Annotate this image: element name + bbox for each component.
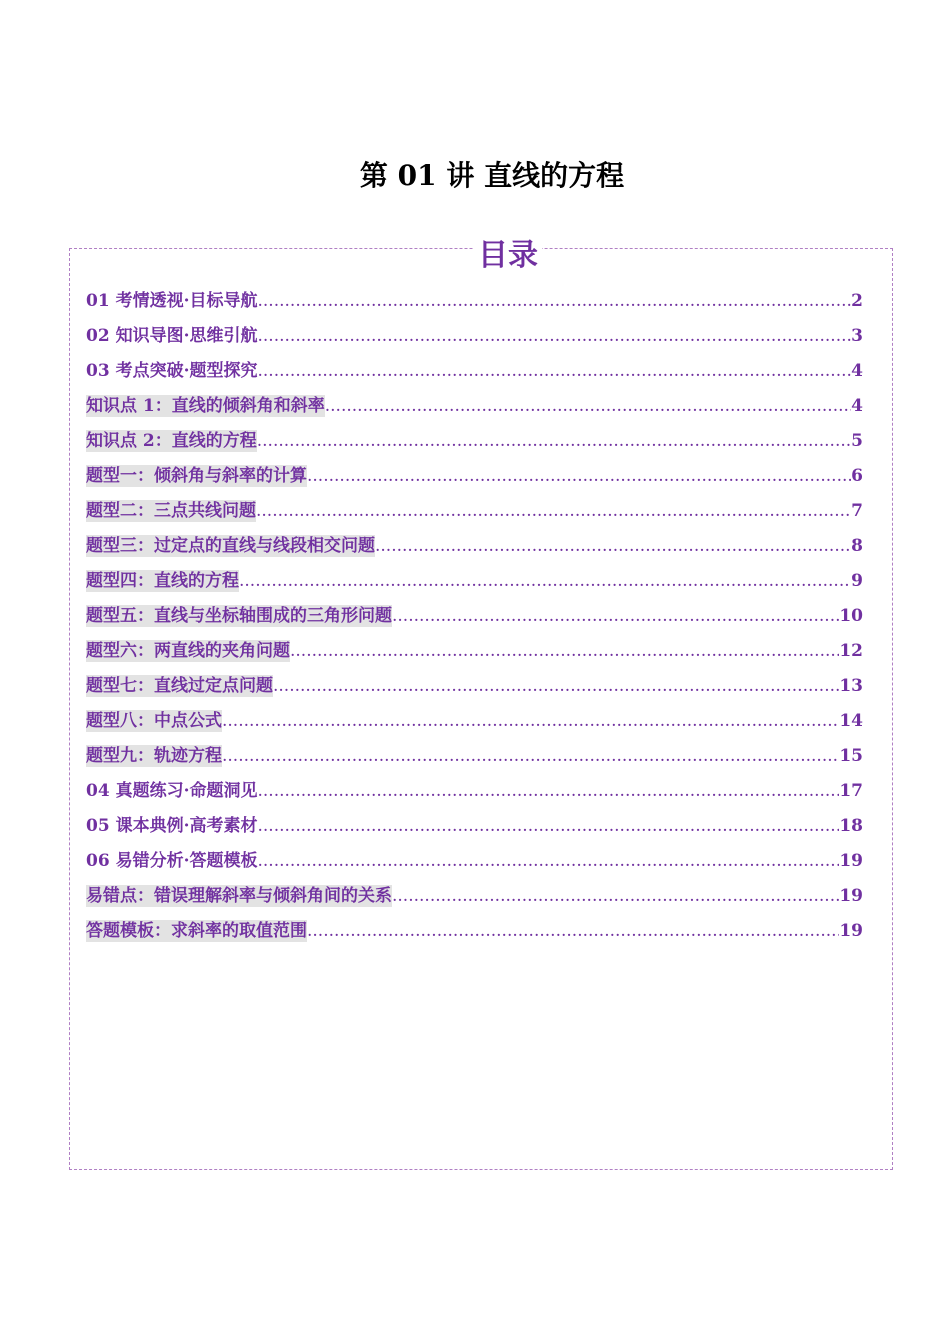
toc-entry-page-number: 7 bbox=[851, 501, 863, 521]
toc-list bbox=[86, 290, 863, 955]
toc-dot-leader bbox=[257, 431, 851, 451]
toc-entry[interactable] bbox=[86, 815, 863, 850]
toc-entry-page-number: 8 bbox=[851, 536, 863, 556]
toc-entry[interactable] bbox=[86, 675, 863, 710]
toc-entry[interactable] bbox=[86, 885, 863, 920]
toc-entry-page-number: 9 bbox=[851, 571, 863, 591]
toc-entry-page-number: 17 bbox=[839, 781, 863, 801]
toc-entry[interactable] bbox=[86, 500, 863, 535]
toc-entry-label[interactable]: 06 易错分析·答题模板 bbox=[86, 851, 258, 871]
toc-entry-label[interactable]: 05 课本典例·高考素材 bbox=[86, 816, 258, 836]
toc-entry-label[interactable]: 01 考情透视·目标导航 bbox=[86, 291, 258, 311]
toc-dot-leader bbox=[273, 676, 839, 696]
toc-entry[interactable] bbox=[86, 430, 863, 465]
toc-entry[interactable] bbox=[86, 850, 863, 885]
toc-entry-page-number: 19 bbox=[839, 851, 863, 871]
toc-entry-page-number: 19 bbox=[839, 886, 863, 906]
toc-entry-label[interactable]: 答题模板：求斜率的取值范围 bbox=[86, 921, 307, 941]
toc-dot-leader bbox=[258, 781, 840, 801]
toc-entry-page-number: 2 bbox=[851, 291, 863, 311]
toc-entry[interactable] bbox=[86, 395, 863, 430]
toc-entry-page-number: 5 bbox=[851, 431, 863, 451]
toc-dot-leader bbox=[392, 606, 839, 626]
toc-entry-label[interactable]: 02 知识导图·思维引航 bbox=[86, 326, 258, 346]
toc-entry[interactable] bbox=[86, 780, 863, 815]
toc-entry[interactable] bbox=[86, 745, 863, 780]
toc-entry-page-number: 12 bbox=[839, 641, 863, 661]
toc-entry-page-number: 3 bbox=[851, 326, 863, 346]
toc-dot-leader bbox=[392, 886, 839, 906]
toc-entry-page-number: 4 bbox=[851, 361, 863, 381]
toc-dot-leader bbox=[222, 711, 839, 731]
toc-entry[interactable] bbox=[86, 570, 863, 605]
toc-entry[interactable] bbox=[86, 535, 863, 570]
document-title: 第 01 讲 直线的方程 bbox=[359, 159, 625, 192]
toc-entry-page-number: 19 bbox=[839, 921, 863, 941]
toc-dot-leader bbox=[239, 571, 851, 591]
toc-heading-text: 目录 bbox=[474, 238, 542, 273]
toc-entry[interactable] bbox=[86, 605, 863, 640]
toc-entry[interactable] bbox=[86, 920, 863, 955]
toc-entry-label[interactable]: 题型四：直线的方程 bbox=[86, 571, 239, 591]
toc-entry-page-number: 13 bbox=[839, 676, 863, 696]
toc-entry-label[interactable]: 题型七：直线过定点问题 bbox=[86, 676, 273, 696]
toc-entry[interactable] bbox=[86, 325, 863, 360]
toc-entry-page-number: 14 bbox=[839, 711, 863, 731]
toc-entry-label[interactable]: 题型六：两直线的夹角问题 bbox=[86, 641, 290, 661]
toc-dot-leader bbox=[258, 361, 852, 381]
toc-dot-leader bbox=[307, 921, 839, 941]
toc-entry-label[interactable]: 题型二：三点共线问题 bbox=[86, 501, 256, 521]
toc-entry-page-number: 6 bbox=[851, 466, 863, 486]
toc-dot-leader bbox=[325, 396, 851, 416]
toc-entry-label[interactable]: 03 考点突破·题型探究 bbox=[86, 361, 258, 381]
toc-entry[interactable] bbox=[86, 360, 863, 395]
toc-dot-leader bbox=[258, 326, 852, 346]
toc-entry-label[interactable]: 知识点 1：直线的倾斜角和斜率 bbox=[86, 396, 325, 416]
toc-dot-leader bbox=[258, 291, 852, 311]
toc-dot-leader bbox=[222, 746, 839, 766]
toc-entry-page-number: 18 bbox=[839, 816, 863, 836]
toc-dot-leader bbox=[375, 536, 851, 556]
toc-entry-label[interactable]: 题型三：过定点的直线与线段相交问题 bbox=[86, 536, 375, 556]
toc-entry[interactable] bbox=[86, 640, 863, 675]
toc-dot-leader bbox=[256, 501, 851, 521]
toc-entry-label[interactable]: 知识点 2：直线的方程 bbox=[86, 431, 257, 451]
toc-entry-page-number: 15 bbox=[839, 746, 863, 766]
toc-entry-page-number: 10 bbox=[839, 606, 863, 626]
toc-dot-leader bbox=[290, 641, 839, 661]
toc-heading bbox=[0, 230, 950, 274]
toc-entry[interactable] bbox=[86, 465, 863, 500]
toc-entry-label[interactable]: 题型一：倾斜角与斜率的计算 bbox=[86, 466, 307, 486]
toc-entry-label[interactable]: 题型五：直线与坐标轴围成的三角形问题 bbox=[86, 606, 392, 626]
toc-entry-label[interactable]: 题型九：轨迹方程 bbox=[86, 746, 222, 766]
toc-dot-leader bbox=[258, 851, 840, 871]
toc-dot-leader bbox=[307, 466, 851, 486]
toc-entry[interactable] bbox=[86, 710, 863, 745]
toc-entry-label[interactable]: 04 真题练习·命题洞见 bbox=[86, 781, 258, 801]
toc-entry-page-number: 4 bbox=[851, 396, 863, 416]
toc-entry-label[interactable]: 易错点：错误理解斜率与倾斜角间的关系 bbox=[86, 886, 392, 906]
toc-entry[interactable] bbox=[86, 290, 863, 325]
toc-entry-label[interactable]: 题型八：中点公式 bbox=[86, 711, 222, 731]
toc-dot-leader bbox=[258, 816, 840, 836]
